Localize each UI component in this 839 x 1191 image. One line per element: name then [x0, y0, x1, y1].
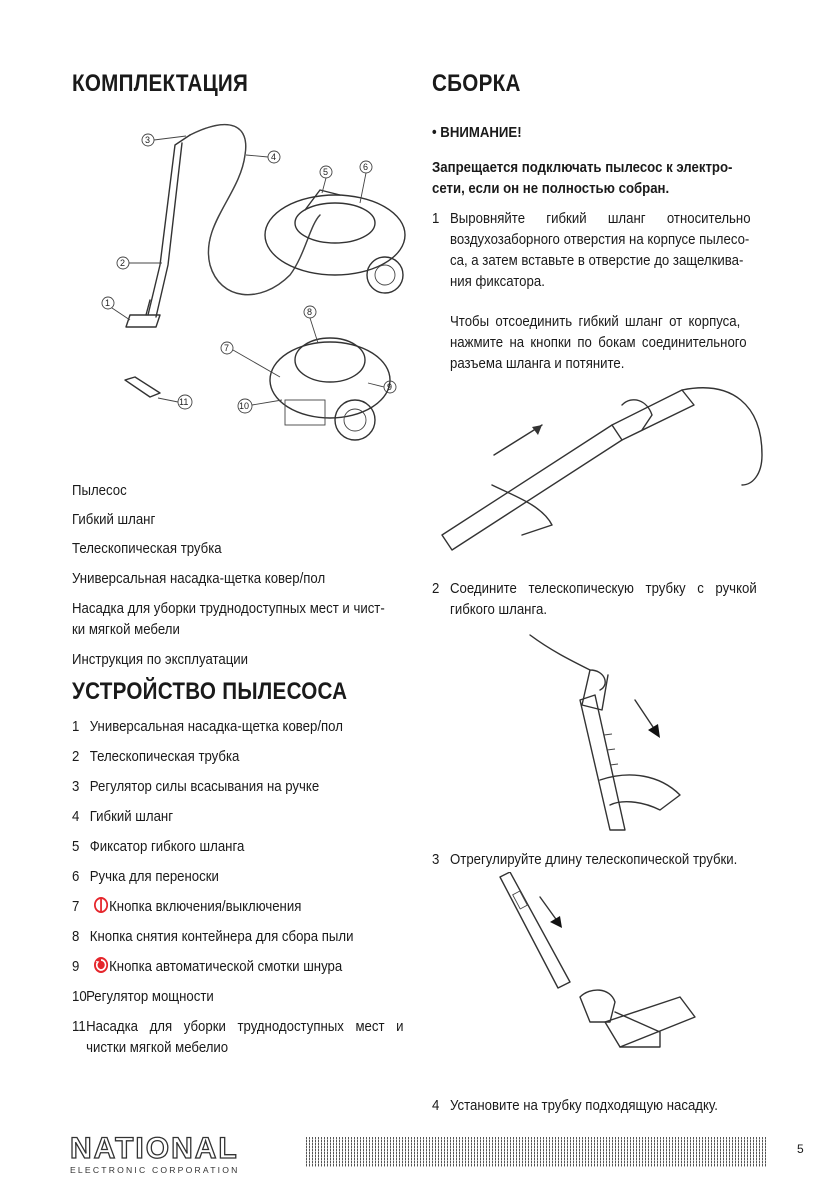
part-item: 8 Кнопка снятия контейнера для сбора пыли	[72, 928, 354, 945]
svg-text:5: 5	[323, 167, 329, 177]
step4-number: 4	[432, 1097, 440, 1114]
part-item: 9 Кнопка автоматической смотки шнура	[72, 958, 343, 975]
kit-item: ки мягкой мебели	[72, 621, 180, 638]
diagram-label-4	[246, 151, 280, 163]
svg-text:1: 1	[105, 298, 111, 308]
svg-text:2: 2	[120, 258, 126, 268]
diagram-label-5	[320, 166, 332, 193]
page-number: 5	[797, 1142, 804, 1156]
step1-note: нажмите на кнопки по бокам соединительного	[450, 334, 747, 351]
step1-text: ния фиксатора.	[450, 273, 545, 290]
svg-text:10: 10	[239, 401, 250, 411]
part-item: 6 Ручка для переноски	[72, 868, 219, 885]
step1-number: 1	[432, 210, 440, 227]
svg-text:7: 7	[224, 343, 230, 353]
kit-item: Пылесос	[72, 482, 127, 499]
svg-text:9: 9	[387, 382, 393, 392]
kit-item: Насадка для уборки труднодоступных мест и чист-	[72, 600, 385, 617]
part-item: 7 Кнопка включения/выключения	[72, 898, 302, 915]
power-icon	[93, 896, 109, 914]
part-item: 1 Универсальная насадка-щетка ковер/пол	[72, 718, 343, 735]
diagram-label-6	[360, 161, 372, 203]
decorative-band	[306, 1137, 766, 1167]
brand-name: NATIONAL	[70, 1132, 239, 1165]
heading-kit: КОМПЛЕКТАЦИЯ	[72, 70, 249, 97]
part-item: 10Регулятор мощности	[72, 988, 214, 1005]
tube-connection-illustration	[510, 630, 720, 835]
tube-adjust-illustration	[480, 872, 710, 1082]
part-item: чистки мягкой мебелио	[86, 1039, 229, 1056]
part-item: 5 Фиксатор гибкого шланга	[72, 838, 245, 855]
part-item: 11Насадка для уборки труднодоступных мест и	[72, 1018, 404, 1035]
heading-assembly: СБОРКА	[432, 70, 521, 97]
diagram-label-11	[158, 395, 192, 409]
kit-item: Телескопическая трубка	[72, 540, 222, 557]
step1-text: са, а затем вставьте в отверстие до защелкива-	[450, 252, 744, 269]
svg-text:8: 8	[307, 307, 313, 317]
step1-text: Выровняйте гибкий шланг относительно	[450, 210, 751, 227]
kit-item: Гибкий шланг	[72, 511, 156, 528]
step1-note: разъема шланга и потяните.	[450, 355, 625, 372]
step2-text: гибкого шланга.	[450, 601, 548, 618]
diagram-label-3	[142, 134, 186, 146]
cord-rewind-icon	[93, 956, 109, 974]
kit-item: Инструкция по эксплуатации	[72, 651, 249, 668]
part-item: 4 Гибкий шланг	[72, 808, 174, 825]
svg-text:3: 3	[145, 135, 151, 145]
diagram-label-1	[102, 297, 130, 320]
step3-number: 3	[432, 851, 440, 868]
step1-text: воздухозаборного отверстия на корпусе пылесо-	[450, 231, 750, 248]
diagram-label-10	[238, 399, 282, 413]
part-item: 2 Телескопическая трубка	[72, 748, 240, 765]
svg-text:4: 4	[271, 152, 277, 162]
svg-text:11: 11	[179, 397, 189, 407]
warning-label: • ВНИМАНИЕ!	[432, 124, 522, 141]
diagram-label-8	[304, 306, 318, 343]
step3-text: Отрегулируйте длину телескопической трубки.	[450, 851, 738, 868]
heading-device: УСТРОЙСТВО ПЫЛЕСОСА	[72, 678, 348, 705]
diagram-label-2	[117, 257, 162, 269]
diagram-label-7	[221, 342, 280, 377]
warning-text: Запрещается подключать пылесос к электро-	[432, 159, 733, 176]
part-item: 3 Регулятор силы всасывания на ручке	[72, 778, 320, 795]
brand-logo	[70, 1134, 240, 1175]
hose-connection-illustration	[432, 385, 772, 565]
vacuum-kit-illustration	[90, 115, 410, 460]
kit-item: Универсальная насадка-щетка ковер/пол	[72, 570, 326, 587]
step1-note: Чтобы отсоединить гибкий шланг от корпуса,	[450, 313, 741, 330]
step2-number: 2	[432, 580, 440, 597]
diagram-label-9	[368, 381, 396, 393]
step2-text: Соедините телескопическую трубку с ручкой	[450, 580, 757, 597]
step4-text: Установите на трубку подходящую насадку.	[450, 1097, 718, 1114]
brand-subtitle: ELECTRONIC CORPORATION	[70, 1165, 240, 1175]
svg-text:6: 6	[363, 162, 369, 172]
warning-text: сети, если он не полностью собран.	[432, 180, 670, 197]
